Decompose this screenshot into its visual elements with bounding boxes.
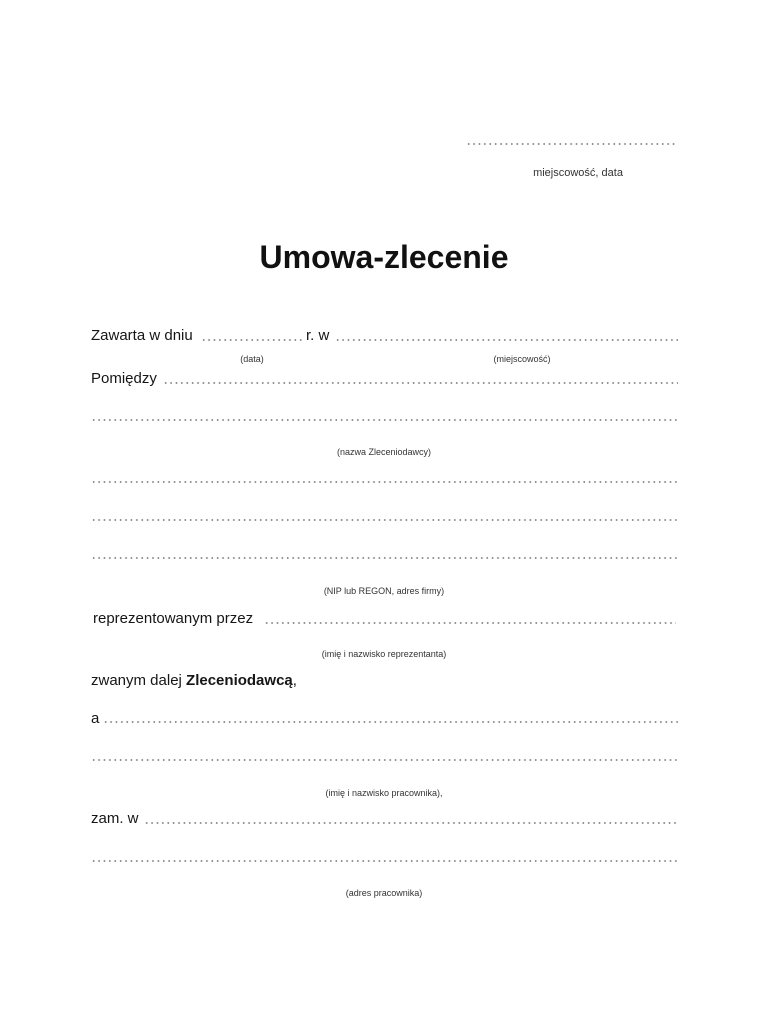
representative-caption: (imię i nazwisko reprezentanta)	[321, 649, 447, 659]
client-name-caption: (nazwa Zleceniodawcy)	[336, 447, 432, 457]
year-in-label: r. w	[306, 327, 330, 344]
worker-name-dotted-line-1[interactable]	[103, 721, 678, 723]
document-title: Umowa-zlecenie	[259, 239, 509, 275]
and-label: a	[91, 710, 100, 727]
called-further-label: zwanym dalej	[91, 672, 182, 689]
date-dotted-line[interactable]	[201, 339, 303, 341]
client-ids-dotted-line-1[interactable]	[91, 481, 678, 483]
residing-in-label: zam. w	[91, 810, 139, 827]
client-role-sentence	[91, 671, 297, 691]
representative-dotted-line[interactable]	[264, 622, 676, 624]
worker-address-dotted-line-1[interactable]	[144, 822, 678, 824]
client-role-term: Zleceniodawcą	[186, 672, 293, 689]
worker-address-caption: (adres pracownika)	[345, 888, 423, 898]
client-ids-dotted-line-2[interactable]	[91, 519, 678, 521]
client-role-comma: ,	[292, 672, 297, 689]
worker-name-caption: (imię i nazwisko pracownika),	[325, 788, 443, 798]
client-ids-dotted-line-3[interactable]	[91, 557, 678, 559]
place-dotted-line[interactable]	[335, 339, 678, 341]
client-ids-caption: (NIP lub REGON, adres firmy)	[323, 586, 445, 596]
client-name-dotted-line-1[interactable]	[163, 382, 678, 384]
between-label: Pomiędzy	[91, 370, 157, 387]
represented-by-label: reprezentowanym przez	[93, 610, 254, 627]
concluded-on-label: Zawarta w dniu	[91, 327, 193, 344]
place-date-dotted-line[interactable]	[466, 143, 678, 145]
client-name-dotted-line-2[interactable]	[91, 419, 678, 421]
worker-address-dotted-line-2[interactable]	[91, 860, 678, 862]
place-caption: (miejscowość)	[493, 354, 551, 364]
date-caption: (data)	[240, 354, 264, 364]
place-date-caption: miejscowość, data	[533, 167, 623, 179]
worker-name-dotted-line-2[interactable]	[91, 759, 678, 761]
